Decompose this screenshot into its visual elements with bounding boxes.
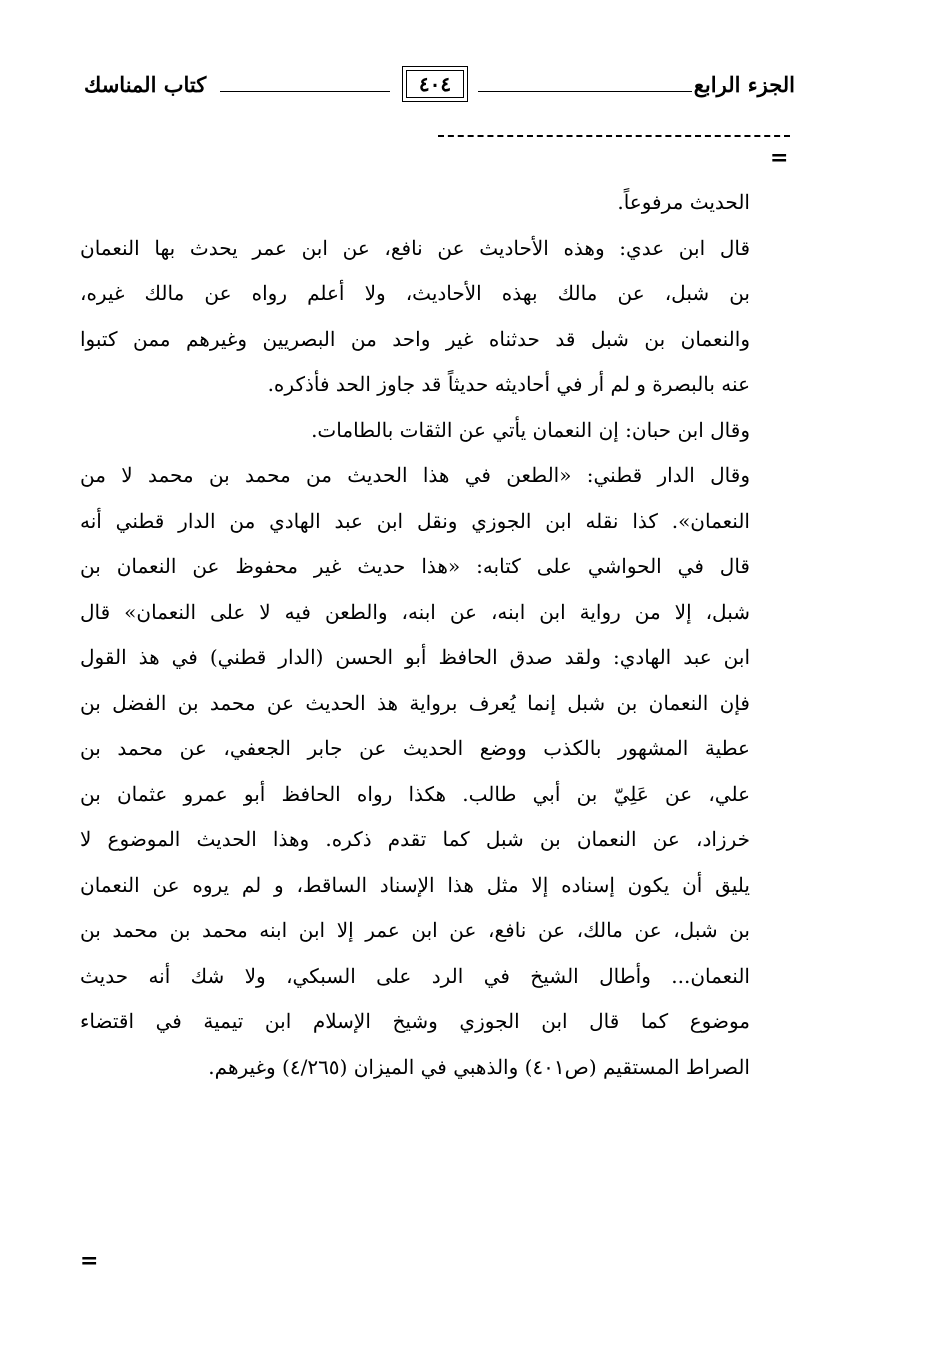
text-line: بن شبل، عن مالك بهذه الأحاديث، ولا أعلم رواه عن مالك غيره، [80,281,750,305]
text-line: وقال الدار قطني: «الطعن في هذا الحديث من محمد بن محمد لا من [80,463,750,487]
text-line: خرزاد، عن النعمان بن شبل كما تقدم ذكره. وهذا الحديث الموضوع لا [80,827,750,851]
page-number-box [402,66,468,102]
text-line: موضوع كما قال ابن الجوزي وشيخ الإسلام ابن تيمية في اقتضاء [80,1009,750,1033]
text-line: قال في الحواشي على كتابه: «هذا حديث غير محفوظ عن النعمان بن [80,554,750,578]
running-header [80,62,795,116]
text-line: عطية المشهور بالكذب ووضع الحديث عن جابر الجعفي، عن محمد بن [80,736,750,760]
text-line: وقال ابن حبان: إن النعمان يأتي عن الثقات بالطامات. [311,417,750,442]
text-line: قال ابن عدي: وهذه الأحاديث عن نافع، عن ابن عمر يحدث بها النعمان [80,235,750,260]
text-line: علي، عن عَلِيّ بن أبي طالب. هكذا رواه الحافظ أبو عمرو عثمان بن [80,781,750,806]
text-line: بن شبل، عن مالك، عن نافع، عن ابن عمر إلا ابن ابنه محمد بن محمد بن [80,918,750,942]
text-line: الحديث مرفوعاً. [617,190,750,214]
book-title: كتاب المناسك [84,72,207,97]
part-title: الجزء الرابع [693,72,795,97]
text-line: النعمان». كذا نقله ابن الجوزي ونقل ابن عبد الهادي من الدار قطني أنه [80,508,750,533]
text-line: ابن عبد الهادي: ولقد صدق الحافظ أبو الحسن (الدار قطني) في هذ القول [80,645,750,669]
text-line: يليق أن يكون إسناده إلا مثل هذا الإسناد الساقط، و لم يروه عن النعمان [80,872,750,897]
text-line: شبل، إلا من رواية ابن ابنه، عن ابنه، والطعن فيه لا على النعمان» قال [80,599,750,624]
footnote-body [80,180,750,1090]
footnote-separator [438,135,790,137]
text-line: عنه بالبصرة و لم أر في أحاديثه حديثاً قد جاوز الحد فأذكره. [267,372,750,396]
text-line: النعمان... وأطال الشيخ في الرد على السبكي، ولا شك أنه حديث [80,963,750,988]
continuation-mark-top: = [770,145,789,171]
header-rule-right [478,91,692,92]
text-line: الصراط المستقيم (ص٤٠١) والذهبي في الميزان (٤/٢٦٥) وغيرهم. [208,1054,750,1079]
header-rule-left [220,91,390,92]
text-line: والنعمان بن شبل قد حدثناه غير واحد من البصريين وغيرهم ممن كتبوا [80,326,750,351]
page-number: ٤٠٤ [418,72,452,96]
text-line: فإن النعمان بن شبل إنما يُعرف برواية هذ الحديث عن محمد بن الفضل بن [80,690,750,715]
continuation-mark-bottom: = [80,1248,99,1274]
